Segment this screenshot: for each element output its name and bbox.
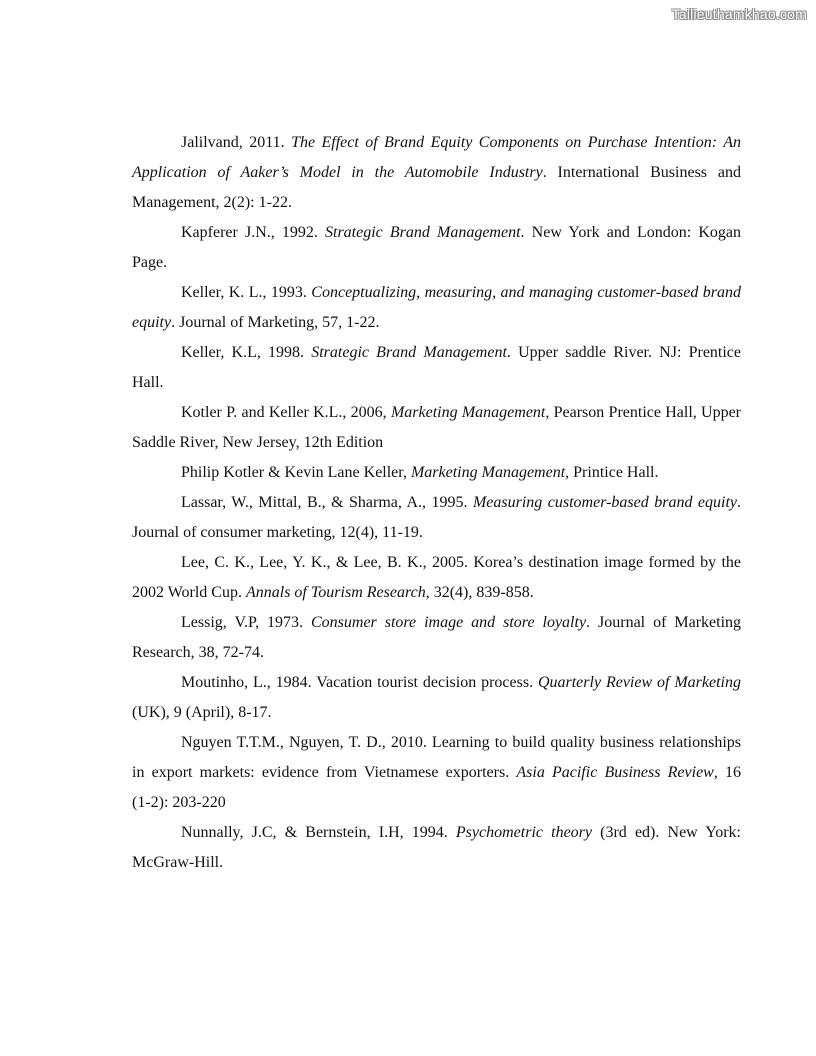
reference-pre: Lassar, W., Mittal, B., & Sharma, A., 1995.	[181, 494, 473, 511]
reference-entry	[132, 338, 741, 398]
reference-pre: Philip Kotler & Kevin Lane Keller,	[181, 464, 411, 481]
reference-post: (UK), 9 (April), 8-17.	[132, 704, 272, 721]
reference-title: Consumer store image and store loyalty	[311, 614, 587, 631]
reference-entry	[132, 458, 741, 488]
reference-entry	[132, 278, 741, 338]
reference-post: , 16 (1‑2): 203‑220	[132, 764, 742, 811]
reference-list	[132, 128, 741, 878]
reference-post: . Journal of Marketing Research, 38, 72-74.	[132, 614, 742, 661]
reference-title: Strategic Brand Management	[311, 344, 507, 361]
reference-title: Quarterly Review of Marketing	[537, 674, 741, 691]
reference-pre: Keller, K. L., 1993.	[181, 284, 312, 301]
reference-post: . New York and London: Kogan Page.	[132, 224, 742, 271]
reference-pre: Kapferer J.N., 1992.	[181, 224, 325, 241]
reference-title: Psychometric theory	[455, 824, 592, 841]
reference-title: Marketing Management	[410, 464, 566, 481]
reference-entry	[132, 608, 741, 668]
reference-post: , Pearson Prentice Hall, Upper Saddle River, New Jersey, 12th Edition	[132, 404, 742, 451]
reference-pre: Kotler P. and Keller K.L., 2006,	[181, 404, 391, 421]
reference-title: Annals of Tourism Research	[245, 584, 426, 601]
reference-entry	[132, 548, 741, 608]
reference-title: Marketing Management	[390, 404, 546, 421]
reference-post: . Upper saddle River. NJ: Prentice Hall.	[132, 344, 742, 391]
reference-title: Strategic Brand Management	[325, 224, 521, 241]
reference-pre: Moutinho, L., 1984. Vacation tourist decision process.	[181, 674, 538, 691]
reference-pre: Nguyen T.T.M., Nguyen, T. D., 2010. Learning to build quality business relationships in export markets: evidence from Vietnamese exporters.	[132, 734, 741, 781]
reference-pre: Lessig, V.P, 1973.	[181, 614, 311, 631]
reference-entry	[132, 398, 741, 458]
reference-post: . Journal of Marketing, 57, 1-22.	[171, 314, 380, 331]
reference-title: Asia Pacific Business Review	[516, 764, 714, 781]
reference-pre: Nunnally, J.C, & Bernstein, I.H, 1994.	[181, 824, 456, 841]
reference-title: Measuring customer-based brand equity	[472, 494, 738, 511]
reference-entry	[132, 728, 741, 818]
reference-post: (3rd ed). New York: McGraw-Hill.	[132, 824, 741, 871]
reference-entry	[132, 128, 741, 218]
watermark-text: Tailieuthamkhao.com	[671, 6, 807, 22]
reference-post: . International Business and Management, 2(2): 1-22.	[132, 164, 741, 211]
reference-entry	[132, 218, 741, 278]
reference-title: Conceptualizing, measuring, and managing customer-based brand equity	[132, 284, 741, 331]
reference-pre: Keller, K.L, 1998.	[181, 344, 312, 361]
reference-entry	[132, 668, 741, 728]
reference-title: The Effect of Brand Equity Components on Purchase Intention: An Application of Aaker’s Model in the Automobile Industry	[132, 134, 742, 181]
reference-post: , Printice Hall.	[565, 464, 659, 481]
reference-pre: Lee, C. K., Lee, Y. K., & Lee, B. K., 2005. Korea’s destination image formed by the 2002 World Cup.	[132, 554, 741, 601]
reference-pre: Jalilvand, 2011.	[181, 134, 292, 151]
reference-post: . Journal of consumer marketing, 12(4), 11-19.	[132, 494, 742, 541]
reference-entry	[132, 818, 741, 878]
reference-entry	[132, 488, 741, 548]
reference-post: , 32(4), 839-858.	[425, 584, 534, 601]
